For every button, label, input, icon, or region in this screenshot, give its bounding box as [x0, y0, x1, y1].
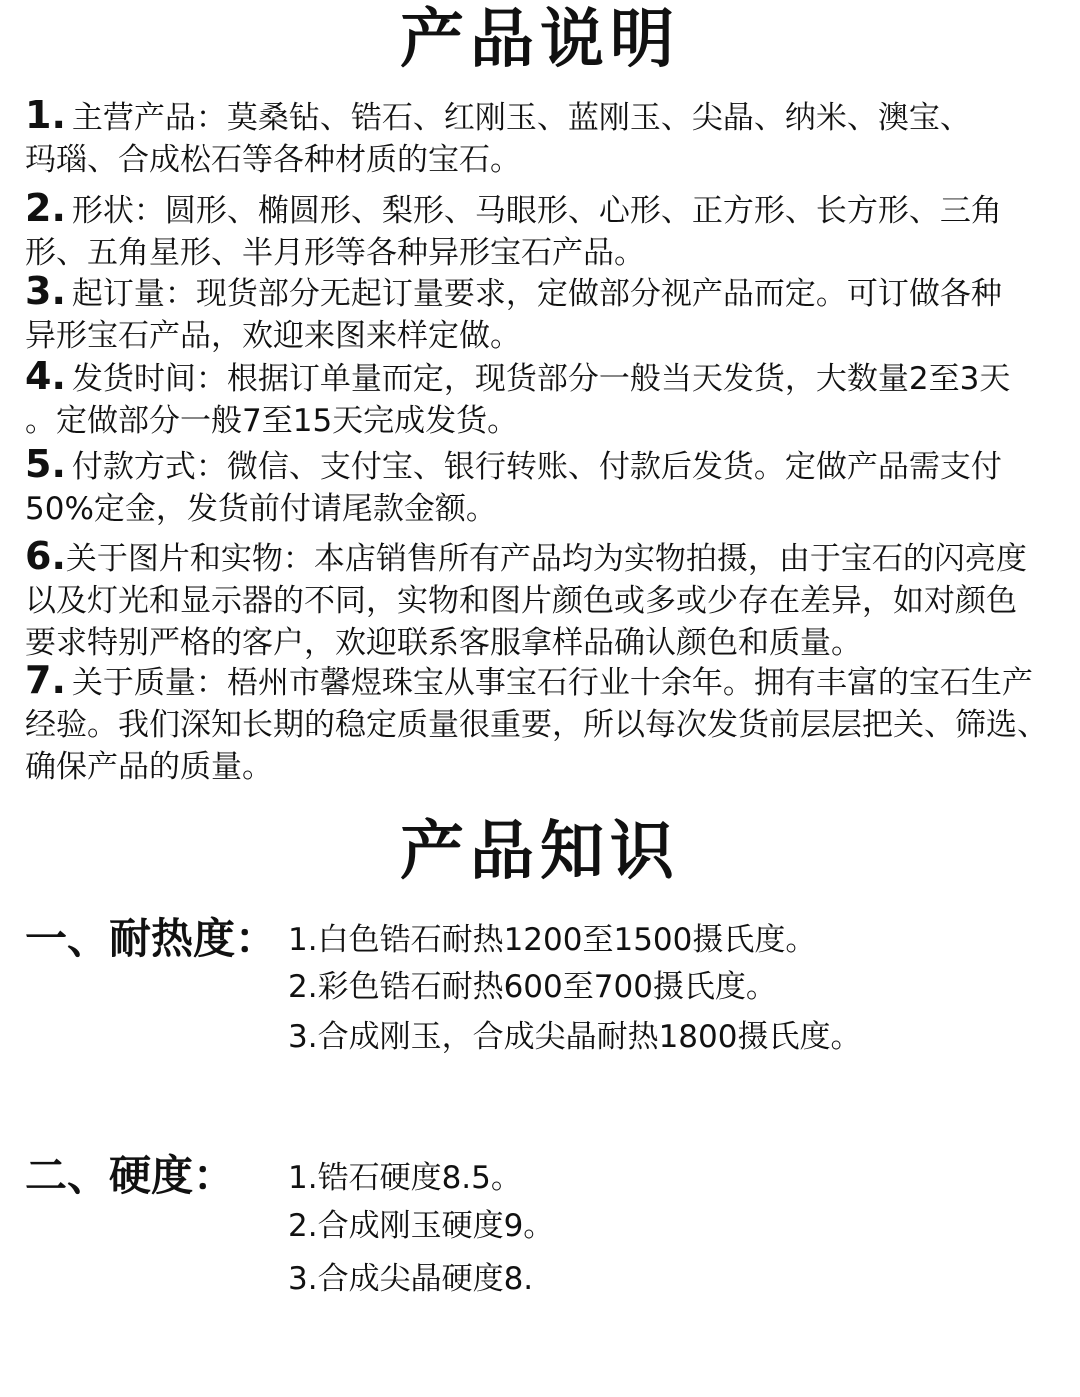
page-title-product-description: 产品说明 — [400, 3, 680, 77]
item-text: 。定做部分一般7至15天完成发货。 — [25, 403, 519, 439]
heat-resistance-item: 2.彩色锆石耐热600至700摄氏度。 — [288, 969, 777, 1005]
heat-resistance-heading: 一、耐热度： — [25, 914, 278, 963]
item-number: 3. — [25, 269, 66, 313]
item-text: 起订量：现货部分无起订量要求，定做部分视产品而定。可订做各种 — [71, 276, 1002, 312]
item-text: 形状：圆形、椭圆形、梨形、马眼形、心形、正方形、长方形、三角 — [71, 193, 1002, 229]
item-number: 5. — [25, 442, 66, 486]
hardness-item: 3.合成尖晶硬度8. — [288, 1261, 534, 1297]
heat-resistance-item: 1.白色锆石耐热1200至1500摄氏度。 — [288, 922, 817, 958]
item-text: 付款方式：微信、支付宝、银行转账、付款后发货。定做产品需支付 — [71, 449, 1002, 485]
description-item-7 — [25, 659, 1075, 788]
hardness-item: 2.合成刚玉硬度9。 — [288, 1208, 555, 1244]
item-number: 2. — [25, 186, 66, 230]
item-number: 1. — [25, 93, 66, 137]
description-item-2 — [25, 187, 1075, 274]
hardness-item: 1.锆石硬度8.5。 — [288, 1160, 522, 1196]
item-text: 玛瑙、合成松石等各种材质的宝石。 — [25, 142, 521, 178]
description-item-4 — [25, 355, 1075, 442]
hardness-heading: 二、硬度： — [25, 1151, 236, 1200]
description-item-1 — [25, 94, 1075, 181]
item-text: 要求特别严格的客户，欢迎联系客服拿样品确认颜色和质量。 — [25, 625, 862, 661]
item-text: 主营产品：莫桑钻、锆石、红刚玉、蓝刚玉、尖晶、纳米、澳宝、 — [71, 100, 971, 136]
item-text: 异形宝石产品，欢迎来图来样定做。 — [25, 318, 521, 354]
item-text: 以及灯光和显示器的不同，实物和图片颜色或多或少存在差异，如对颜色 — [25, 583, 1017, 619]
description-item-6 — [25, 535, 1075, 664]
item-text: 经验。我们深知长期的稳定质量很重要，所以每次发货前层层把关、筛选、 — [25, 707, 1048, 743]
item-number: 7. — [25, 658, 66, 702]
item-number: 6. — [25, 534, 66, 578]
item-text: 发货时间：根据订单量而定，现货部分一般当天发货，大数量2至3天 — [71, 361, 1011, 397]
item-text: 形、五角星形、半月形等各种异形宝石产品。 — [25, 235, 645, 271]
description-item-5 — [25, 443, 1075, 530]
item-text: 关于质量：梧州市馨煜珠宝从事宝石行业十余年。拥有丰富的宝石生产 — [71, 665, 1033, 701]
heat-resistance-item: 3.合成刚玉，合成尖晶耐热1800摄氏度。 — [288, 1019, 862, 1055]
item-text: 关于图片和实物：本店销售所有产品均为实物拍摄，由于宝石的闪亮度 — [65, 541, 1027, 577]
item-text: 50%定金，发货前付请尾款金额。 — [25, 491, 497, 527]
page-title-product-knowledge: 产品知识 — [400, 815, 680, 889]
description-item-3 — [25, 270, 1075, 357]
item-text: 确保产品的质量。 — [25, 749, 273, 785]
item-number: 4. — [25, 354, 66, 398]
